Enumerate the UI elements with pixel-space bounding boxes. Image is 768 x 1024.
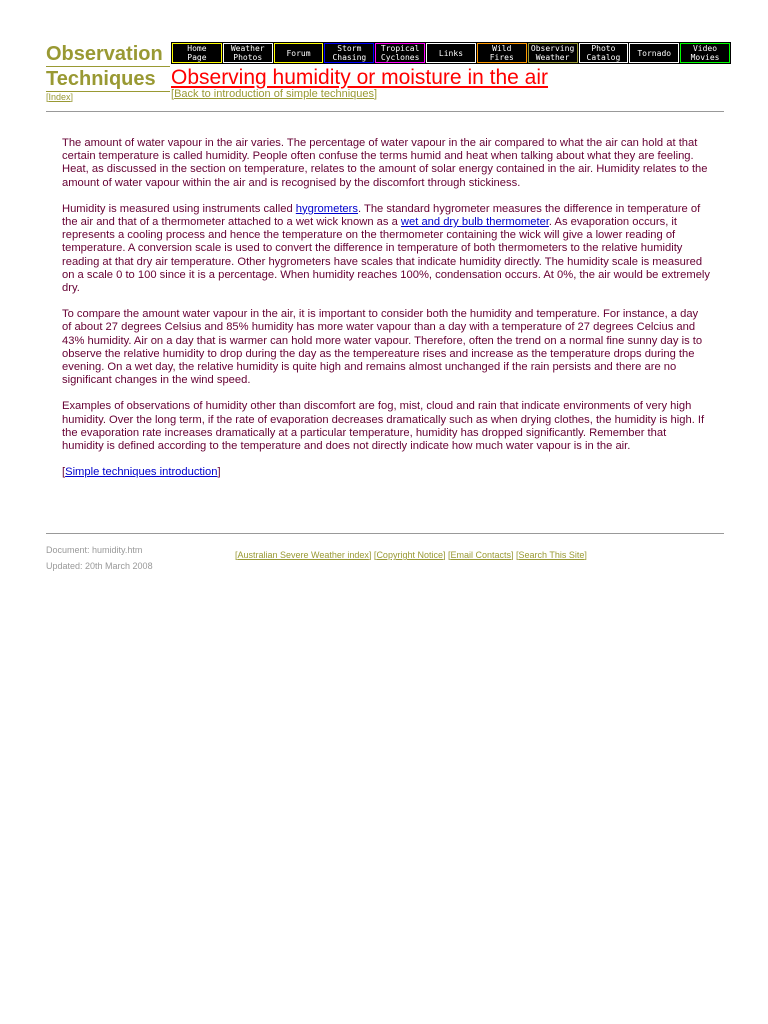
nav-item-weather-photos[interactable]: Weather Photos bbox=[223, 43, 273, 63]
nav-item-home-page[interactable]: Home Page bbox=[172, 43, 222, 63]
paragraph-2: Humidity is measured using instruments called hygrometers. The standard hygrometer measures the difference in temperature of the air and that of a thermometer attached to a wet wick known as a wet and dry bulb thermometer. As evaporation occurs, it represents a cooling process and hence the temperature on the thermometer containing the wick will give a lower reading of temperature. A conversion scale is used to convert the difference in temperature of both thermometers to the relative humidity reading at that dry air temperature. Other hygrometers have scales that indicate humidity directly. The humidity scale is measured on a scale 0 to 100 since it is a percentage. When humidity reaches 100%, condensation occurs. At 0%, the air would be extremely dry. bbox=[62, 202, 710, 295]
header-divider bbox=[46, 111, 724, 112]
email-contacts-link[interactable]: Email Contacts bbox=[450, 550, 512, 560]
back-link-wrapper: [Back to introduction of simple techniques] bbox=[171, 88, 378, 100]
page-title: Observing humidity or moisture in the air bbox=[171, 66, 548, 89]
index-link-wrapper: [Index] bbox=[46, 92, 74, 102]
paragraph-3: To compare the amount water vapour in the air, it is important to consider both the humidity and temperature. For instance, a day of about 27 degrees Celsius and 85% humidity has more water vapour than a day with a temperature of 27 degrees Celcius and 43% humidity. Air on a day that is warmer can hold more water vapour. Therefore, often the trend on a normal fine sunny day is to observe the relative humidity to drop during the day as the tempereature rises and increase as the temperature drops during the evening. On a wet day, the relative humidity is quite high and remains almost unchanged if the rain persists and there are no significant changes in the wind speed. bbox=[62, 308, 703, 387]
nav-item-tornado[interactable]: Tornado bbox=[629, 43, 679, 63]
intro-link-wrapper: [Simple techniques introduction] bbox=[62, 466, 221, 479]
nav-item-photo-catalog[interactable]: Photo Catalog bbox=[579, 43, 629, 63]
nav-item-forum[interactable]: Forum bbox=[274, 43, 324, 63]
nav-item-video-movies[interactable]: Video Movies bbox=[680, 43, 730, 63]
site-title-line-1: Observation bbox=[46, 42, 170, 67]
search-site-link[interactable]: Search This Site bbox=[518, 550, 585, 560]
index-link[interactable]: Index bbox=[48, 92, 71, 102]
footer-meta bbox=[46, 542, 153, 574]
nav-item-observing-weather[interactable]: Observing Weather bbox=[528, 43, 578, 63]
nav-item-storm-chasing[interactable]: Storm Chasing bbox=[324, 43, 374, 63]
nav-item-links[interactable]: Links bbox=[426, 43, 476, 63]
paragraph-1: The amount of water vapour in the air varies. The percentage of water vapour in the air compared to what the air can hold at that certain temperature is called humidity. People often confuse the terms humid and heat when talking about what they are feeling. Heat, as discussed in the section on temperature, relates to the amount of solar energy contained in the air. Humidity relates to the amount of water vapour within the air and is recognised by the discomfort through stickiness. bbox=[62, 137, 708, 189]
footer-links: [Australian Severe Weather index] [Copyright Notice] [Email Contacts] [Search This Site] bbox=[235, 550, 587, 560]
page-header bbox=[46, 42, 736, 106]
wet-dry-bulb-thermometer-link[interactable]: wet and dry bulb thermometer bbox=[400, 216, 549, 229]
hygrometers-link[interactable]: hygrometers bbox=[295, 202, 358, 215]
back-to-introduction-link[interactable]: Back to introduction of simple techniques bbox=[174, 88, 375, 100]
paragraph-4: Examples of observations of humidity other than discomfort are fog, mist, cloud and rain that indicate environments of very high humidity. Over the long term, if the rate of evaporation decreases dramatically such as when drying clothes, the humidity is high. If the evaporation rate increases dramatically at a particular temperature, humidity has dropped significantly. Remember that humidity is defined according to the temperature and does not directly indicate how much water vapour is in the air. bbox=[62, 400, 705, 453]
site-title bbox=[46, 42, 170, 92]
copyright-notice-link[interactable]: Copyright Notice bbox=[376, 550, 443, 560]
document-name: Document: humidity.htm bbox=[46, 545, 143, 555]
severe-weather-index-link[interactable]: Australian Severe Weather index bbox=[237, 550, 369, 560]
article-body bbox=[62, 137, 710, 492]
nav-item-tropical-cyclones[interactable]: Tropical Cyclones bbox=[375, 43, 425, 63]
footer-divider bbox=[46, 533, 724, 534]
top-navigation-bar bbox=[171, 42, 731, 64]
updated-date: Updated: 20th March 2008 bbox=[46, 561, 153, 571]
nav-item-wild-fires[interactable]: Wild Fires bbox=[477, 43, 527, 63]
simple-techniques-introduction-link[interactable]: Simple techniques introduction bbox=[65, 466, 218, 479]
site-title-line-2: Techniques bbox=[46, 67, 170, 92]
